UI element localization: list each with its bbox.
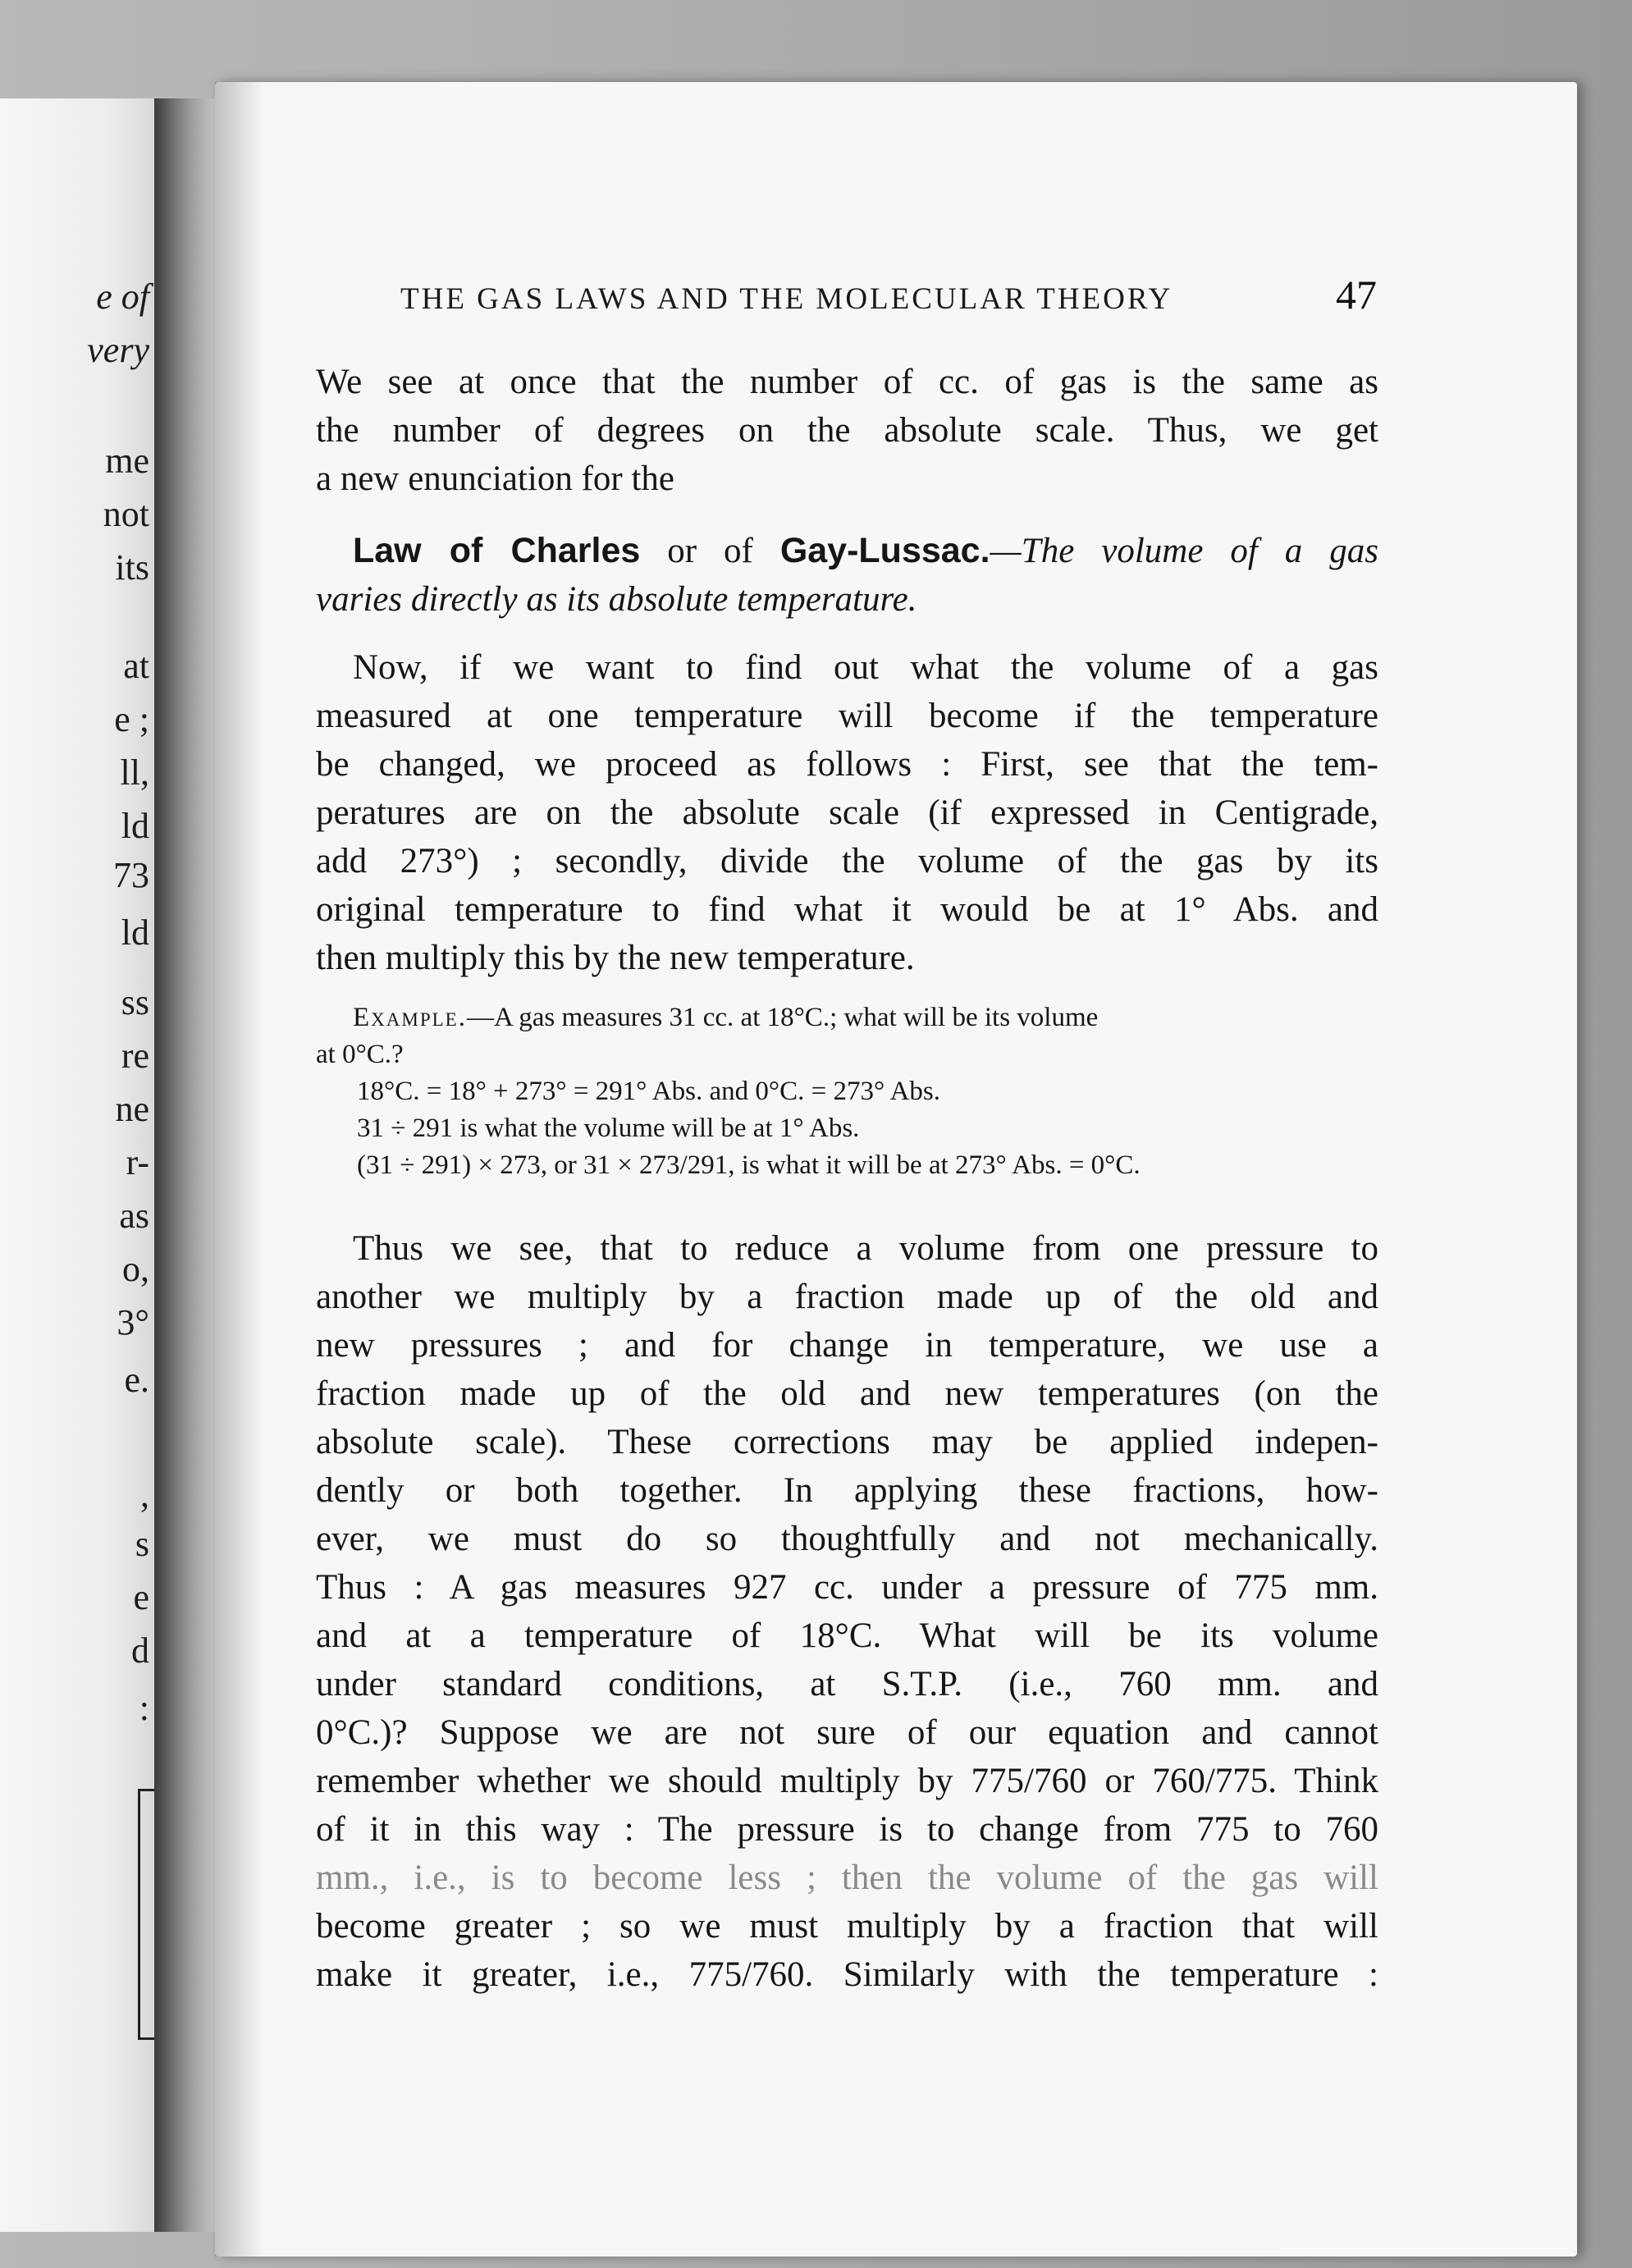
- left-page-box-rule: [138, 1789, 154, 2040]
- left-page-fragment: its: [115, 547, 149, 588]
- law-statement: [316, 527, 1378, 624]
- left-page-fragment: me: [105, 441, 149, 481]
- law-name-gay-lussac: Gay-Lussac.: [779, 531, 990, 570]
- left-page-fragment: ld: [121, 912, 149, 953]
- law-connector: or of: [640, 532, 780, 570]
- text-line: another we multiply by a fraction made up of the old and: [316, 1278, 1378, 1316]
- left-page-fragment: e ;: [114, 699, 149, 739]
- example-line: [316, 999, 1378, 1036]
- left-page-fragment: not: [103, 494, 149, 534]
- left-page-fragment: e: [133, 1577, 149, 1617]
- left-page-fragment: s: [135, 1524, 149, 1564]
- law-statement-a: —The volume of a gas: [990, 532, 1378, 570]
- text-line: peratures are on the absolute scale (if expressed in Centigrade,: [316, 793, 1378, 832]
- left-page-fragment: 73: [113, 855, 149, 895]
- text-line: We see at once that the number of cc. of gas is the same as: [316, 363, 1378, 401]
- text-line: become greater ; so we must multiply by a fraction that will: [316, 1907, 1378, 1946]
- law-name-charles: Law of Charles: [353, 531, 641, 570]
- example-label: Example.: [353, 1003, 467, 1032]
- binding-gutter: [154, 98, 220, 2232]
- text-line: Now, if we want to find out what the volume of a gas: [353, 648, 1378, 687]
- left-page-fragment: e of: [96, 277, 149, 317]
- text-line: add 273°) ; secondly, divide the volume of the gas by its: [316, 842, 1378, 880]
- paragraph-intro: [316, 358, 1378, 503]
- text-line: the number of degrees on the absolute scale. Thus, we get: [316, 411, 1378, 450]
- left-page-fragment: o,: [122, 1249, 149, 1289]
- left-page-fragment: 3°: [117, 1302, 149, 1342]
- example-line: 31 ÷ 291 is what the volume will be at 1° Abs.: [357, 1113, 860, 1143]
- left-page-fragment: as: [119, 1196, 149, 1236]
- example-line: 18°C. = 18° + 273° = 291° Abs. and 0°C. = 273° Abs.: [357, 1077, 940, 1106]
- page-gutter-shadow: [215, 82, 264, 2257]
- text-line: make it greater, i.e., 775/760. Similarly with the temperature :: [316, 1955, 1378, 1994]
- left-page-fragment: ll,: [120, 752, 149, 793]
- left-page-fragment: ,: [140, 1475, 149, 1515]
- text-line: new pressures ; and for change in temperature, we use a: [316, 1326, 1378, 1365]
- text-line: original temperature to find what it would be at 1° Abs. and: [316, 890, 1378, 929]
- text-line: absolute scale). These corrections may be applied indepen-: [316, 1423, 1378, 1461]
- left-page-fragment: e.: [124, 1360, 149, 1400]
- left-page-fragment: d: [131, 1630, 149, 1671]
- text-line: measured at one temperature will become if the temperature: [316, 697, 1378, 735]
- text-line: Thus : A gas measures 927 cc. under a pressure of 775 mm.: [316, 1568, 1378, 1607]
- text-line: mm., i.e., is to become less ; then the volume of the gas will: [316, 1859, 1378, 1897]
- example-block: [316, 999, 1378, 1184]
- text-line: under standard conditions, at S.T.P. (i.e., 760 mm. and: [316, 1665, 1378, 1703]
- left-page-fragment: :: [139, 1688, 149, 1728]
- text-line: a new enunciation for the: [316, 460, 674, 498]
- text-line: be changed, we proceed as follows : First, see that the tem-: [316, 745, 1378, 784]
- page-number: 47: [1336, 272, 1377, 318]
- text-line: then multiply this by the new temperature.: [316, 939, 915, 977]
- text-line: and at a temperature of 18°C. What will be its volume: [316, 1616, 1378, 1655]
- left-page-fragment: re: [121, 1036, 149, 1076]
- text-line: of it in this way : The pressure is to change from 775 to 760: [316, 1810, 1378, 1849]
- example-line: at 0°C.?: [316, 1040, 404, 1069]
- running-head: [400, 271, 1377, 318]
- text-line: remember whether we should multiply by 775/760 or 760/775. Think: [316, 1762, 1378, 1800]
- example-text: —A gas measures 31 cc. at 18°C.; what will be its volume: [466, 1003, 1099, 1032]
- law-statement-b: varies directly as its absolute temperature.: [316, 580, 917, 619]
- text-line: Thus we see, that to reduce a volume from one pressure to: [353, 1229, 1378, 1268]
- text-line: ever, we must do so thoughtfully and not mechanically.: [316, 1520, 1378, 1558]
- text-line: dently or both together. In applying these fractions, how-: [316, 1471, 1378, 1510]
- left-page-fragment: ss: [121, 982, 149, 1022]
- left-page-fragment: r-: [126, 1142, 149, 1182]
- text-line: fraction made up of the old and new temperatures (on the: [316, 1374, 1378, 1413]
- paragraph-corrections: [316, 1224, 1378, 1999]
- left-facing-page: [0, 98, 154, 2232]
- law-line: [316, 527, 1378, 575]
- example-line: (31 ÷ 291) × 273, or 31 × 273/291, is what it will be at 273° Abs. = 0°C.: [357, 1150, 1141, 1180]
- text-line: 0°C.)? Suppose we are not sure of our equation and cannot: [316, 1713, 1378, 1752]
- left-page-fragment: at: [123, 646, 149, 686]
- left-page-fragment: ne: [115, 1089, 149, 1129]
- left-page-fragment: ld: [121, 806, 149, 846]
- running-head-title: THE GAS LAWS AND THE MOLECULAR THEORY: [400, 282, 1173, 316]
- left-page-fragment: very: [87, 330, 149, 370]
- paragraph-procedure: [316, 643, 1378, 982]
